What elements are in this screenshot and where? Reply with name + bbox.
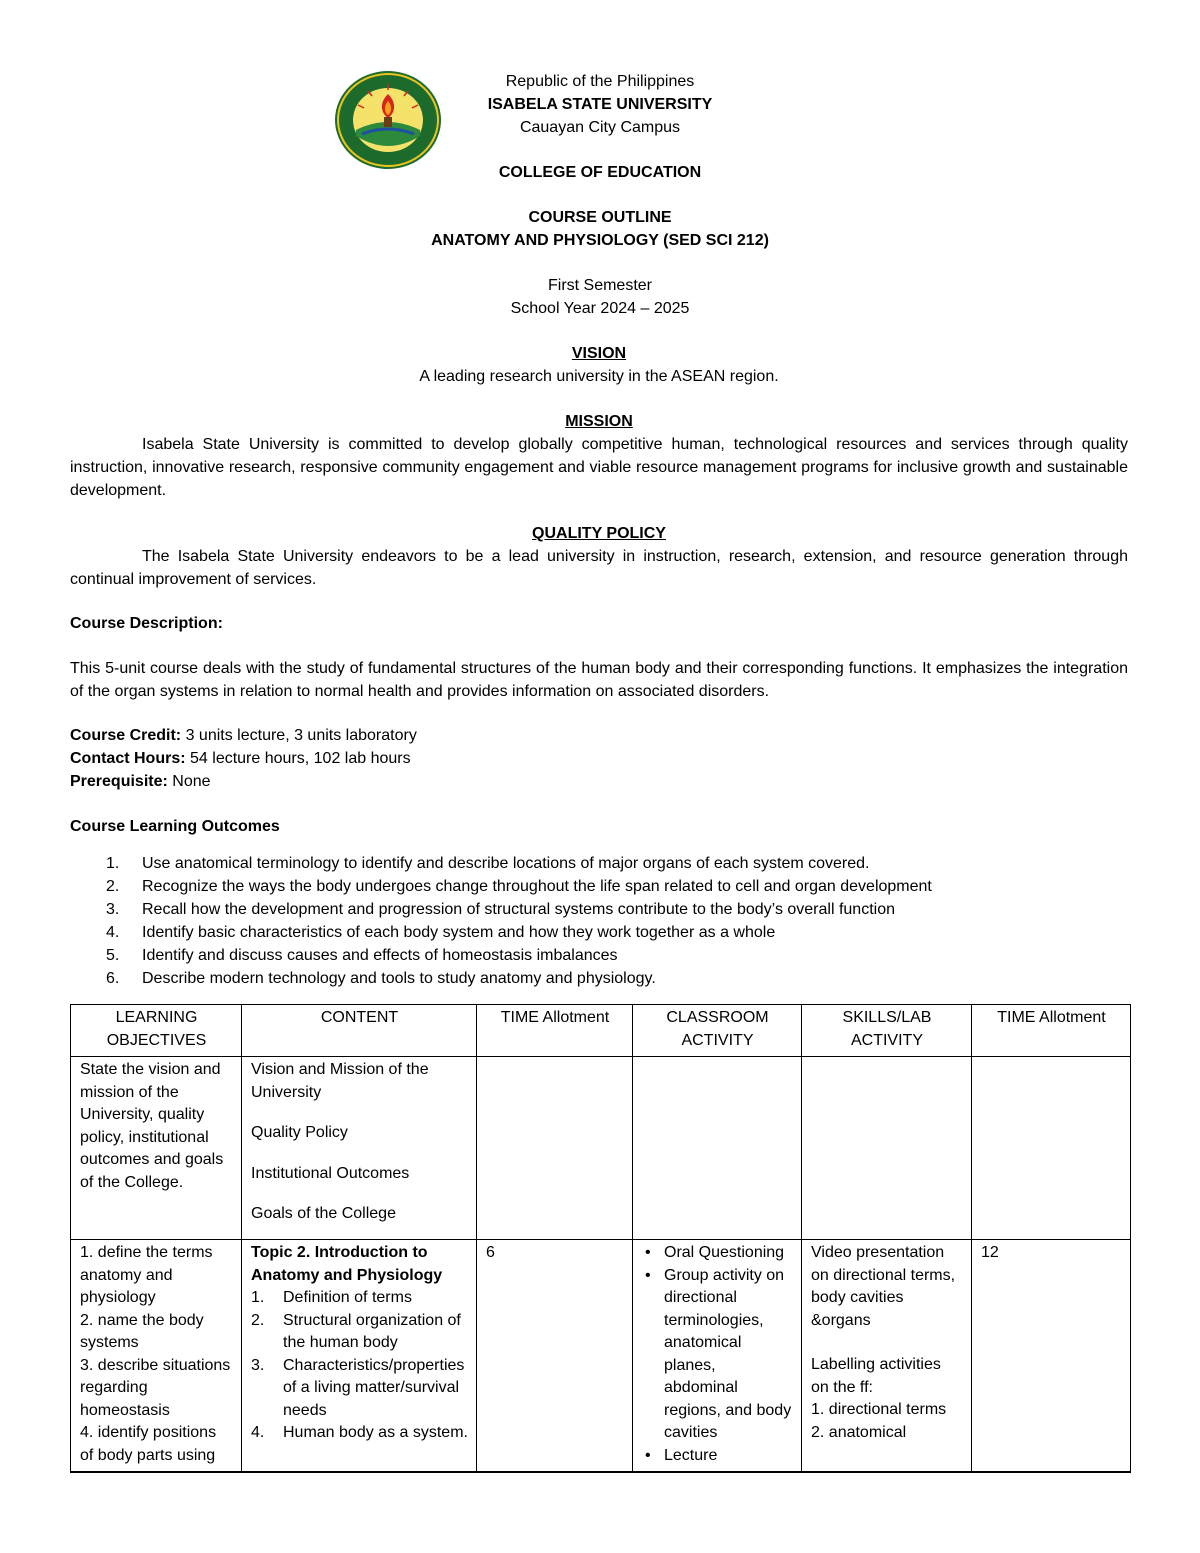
list-item: 3. Recall how the development and progression of structural systems contribute to the body’s overall function xyxy=(106,901,895,918)
prerequisite-value: None xyxy=(172,773,211,790)
list-item: • Group activity on directional terminologies, anatomical planes, abdominal regions, and body cavities xyxy=(642,1265,793,1445)
table-cell-lab-time xyxy=(972,1057,1131,1240)
table-cell-objectives: State the vision and mission of the University, quality policy, institutional outcomes and goals of the College. xyxy=(71,1057,242,1240)
quality-policy-section xyxy=(70,522,1128,591)
list-item: 5. Identify and discuss causes and effects of homeostasis imbalances xyxy=(106,947,618,964)
column-header: CLASSROOM ACTIVITY xyxy=(633,1005,802,1057)
course-credit-value: 3 units lecture, 3 units laboratory xyxy=(185,727,417,744)
list-item: 1. Use anatomical terminology to identify and describe locations of major organs of each system covered. xyxy=(106,855,870,872)
mission-section xyxy=(70,410,1128,502)
quality-policy-heading: QUALITY POLICY xyxy=(532,525,666,542)
table-cell-classroom xyxy=(633,1057,802,1240)
college-name: COLLEGE OF EDUCATION xyxy=(498,164,702,181)
column-header: TIME Allotment xyxy=(477,1005,633,1057)
course-description-heading: Course Description: xyxy=(70,615,223,632)
vision-text: A leading research university in the ASEAN region. xyxy=(419,368,779,385)
list-item: 6. Describe modern technology and tools to study anatomy and physiology. xyxy=(106,970,656,987)
list-item: 4. Human body as a system. xyxy=(251,1424,468,1441)
course-description-section xyxy=(70,612,1128,703)
course-outline-table xyxy=(70,1004,1131,1473)
table-cell-time xyxy=(477,1057,633,1240)
semester: First Semester xyxy=(547,277,652,294)
list-item: 2. Structural organization of the human body xyxy=(251,1311,461,1351)
school-year: School Year 2024 – 2025 xyxy=(510,300,690,317)
column-header: CONTENT xyxy=(242,1005,477,1057)
course-title: ANATOMY AND PHYSIOLOGY (SED SCI 212) xyxy=(431,232,769,249)
course-info xyxy=(70,724,1128,793)
list-item: • Lecture xyxy=(642,1445,793,1468)
table-cell-time: 6 xyxy=(477,1240,633,1473)
course-credit-label: Course Credit: xyxy=(70,727,182,744)
mission-text: Isabela State University is committed to develop globally competitive human, technological resources and services through quality instruction, innovative research, responsive community engagement and viable resource management programs for inclusive growth and sustainable development. xyxy=(70,436,1128,499)
table-cell-lab: Video presentation on directional terms, body cavities &organs Labelling activities on the ff: 1. directional terms 2. anatomical xyxy=(802,1240,972,1473)
republic-line: Republic of the Philippines xyxy=(505,73,695,90)
document-title: COURSE OUTLINE xyxy=(528,209,672,226)
prerequisite-label: Prerequisite: xyxy=(70,773,168,790)
table-cell-objectives: 1. define the terms anatomy and physiology 2. name the body systems 3. describe situations regarding homeostasis 4. identify positions of body parts using xyxy=(71,1240,242,1473)
table-cell-lab xyxy=(802,1057,972,1240)
contact-hours-label: Contact Hours: xyxy=(70,750,186,767)
contact-hours-value: 54 lecture hours, 102 lab hours xyxy=(190,750,411,767)
column-header: LEARNING OBJECTIVES xyxy=(71,1005,242,1057)
topic-title: Topic 2. Introduction to Anatomy and Physiology xyxy=(251,1244,443,1284)
table-cell-lab-time: 12 xyxy=(972,1240,1131,1473)
column-header: SKILLS/LAB ACTIVITY xyxy=(802,1005,972,1057)
university-name: ISABELA STATE UNIVERSITY xyxy=(487,96,713,113)
list-item: 1. Definition of terms xyxy=(251,1289,412,1306)
table-header-row xyxy=(71,1005,1131,1057)
table-cell-classroom xyxy=(633,1240,802,1473)
table-cell-content xyxy=(242,1240,477,1473)
document-header xyxy=(0,70,1200,320)
classroom-activity-list xyxy=(642,1242,793,1467)
table-row xyxy=(71,1057,1131,1240)
content-list xyxy=(251,1287,468,1445)
learning-outcomes-section xyxy=(70,815,1128,990)
list-item: 4. Identify basic characteristics of each body system and how they work together as a whole xyxy=(106,924,776,941)
vision-heading: VISION xyxy=(571,345,627,362)
table-row xyxy=(71,1240,1131,1473)
list-item: 2. Recognize the ways the body undergoes change throughout the life span related to cell and organ development xyxy=(106,878,932,895)
mission-heading: MISSION xyxy=(565,413,633,430)
list-item: 3. Characteristics/properties of a living matter/survival needs xyxy=(251,1356,465,1419)
quality-policy-text: The Isabela State University endeavors to be a lead university in instruction, research, extension, and resource generation through continual improvement of services. xyxy=(70,548,1128,588)
learning-outcomes-heading: Course Learning Outcomes xyxy=(70,818,280,835)
column-header: TIME Allotment xyxy=(972,1005,1131,1057)
learning-outcomes-list xyxy=(70,852,1128,990)
list-item: • Oral Questioning xyxy=(642,1242,793,1265)
table-cell-content: Vision and Mission of the University Quality Policy Institutional Outcomes Goals of the College xyxy=(242,1057,477,1240)
campus-name: Cauayan City Campus xyxy=(519,119,681,136)
vision-section xyxy=(70,342,1128,388)
course-description-text: This 5-unit course deals with the study of fundamental structures of the human body and their corresponding functions. It emphasizes the integration of the organ systems in relation to normal health and provides information on associated disorders. xyxy=(70,660,1128,700)
